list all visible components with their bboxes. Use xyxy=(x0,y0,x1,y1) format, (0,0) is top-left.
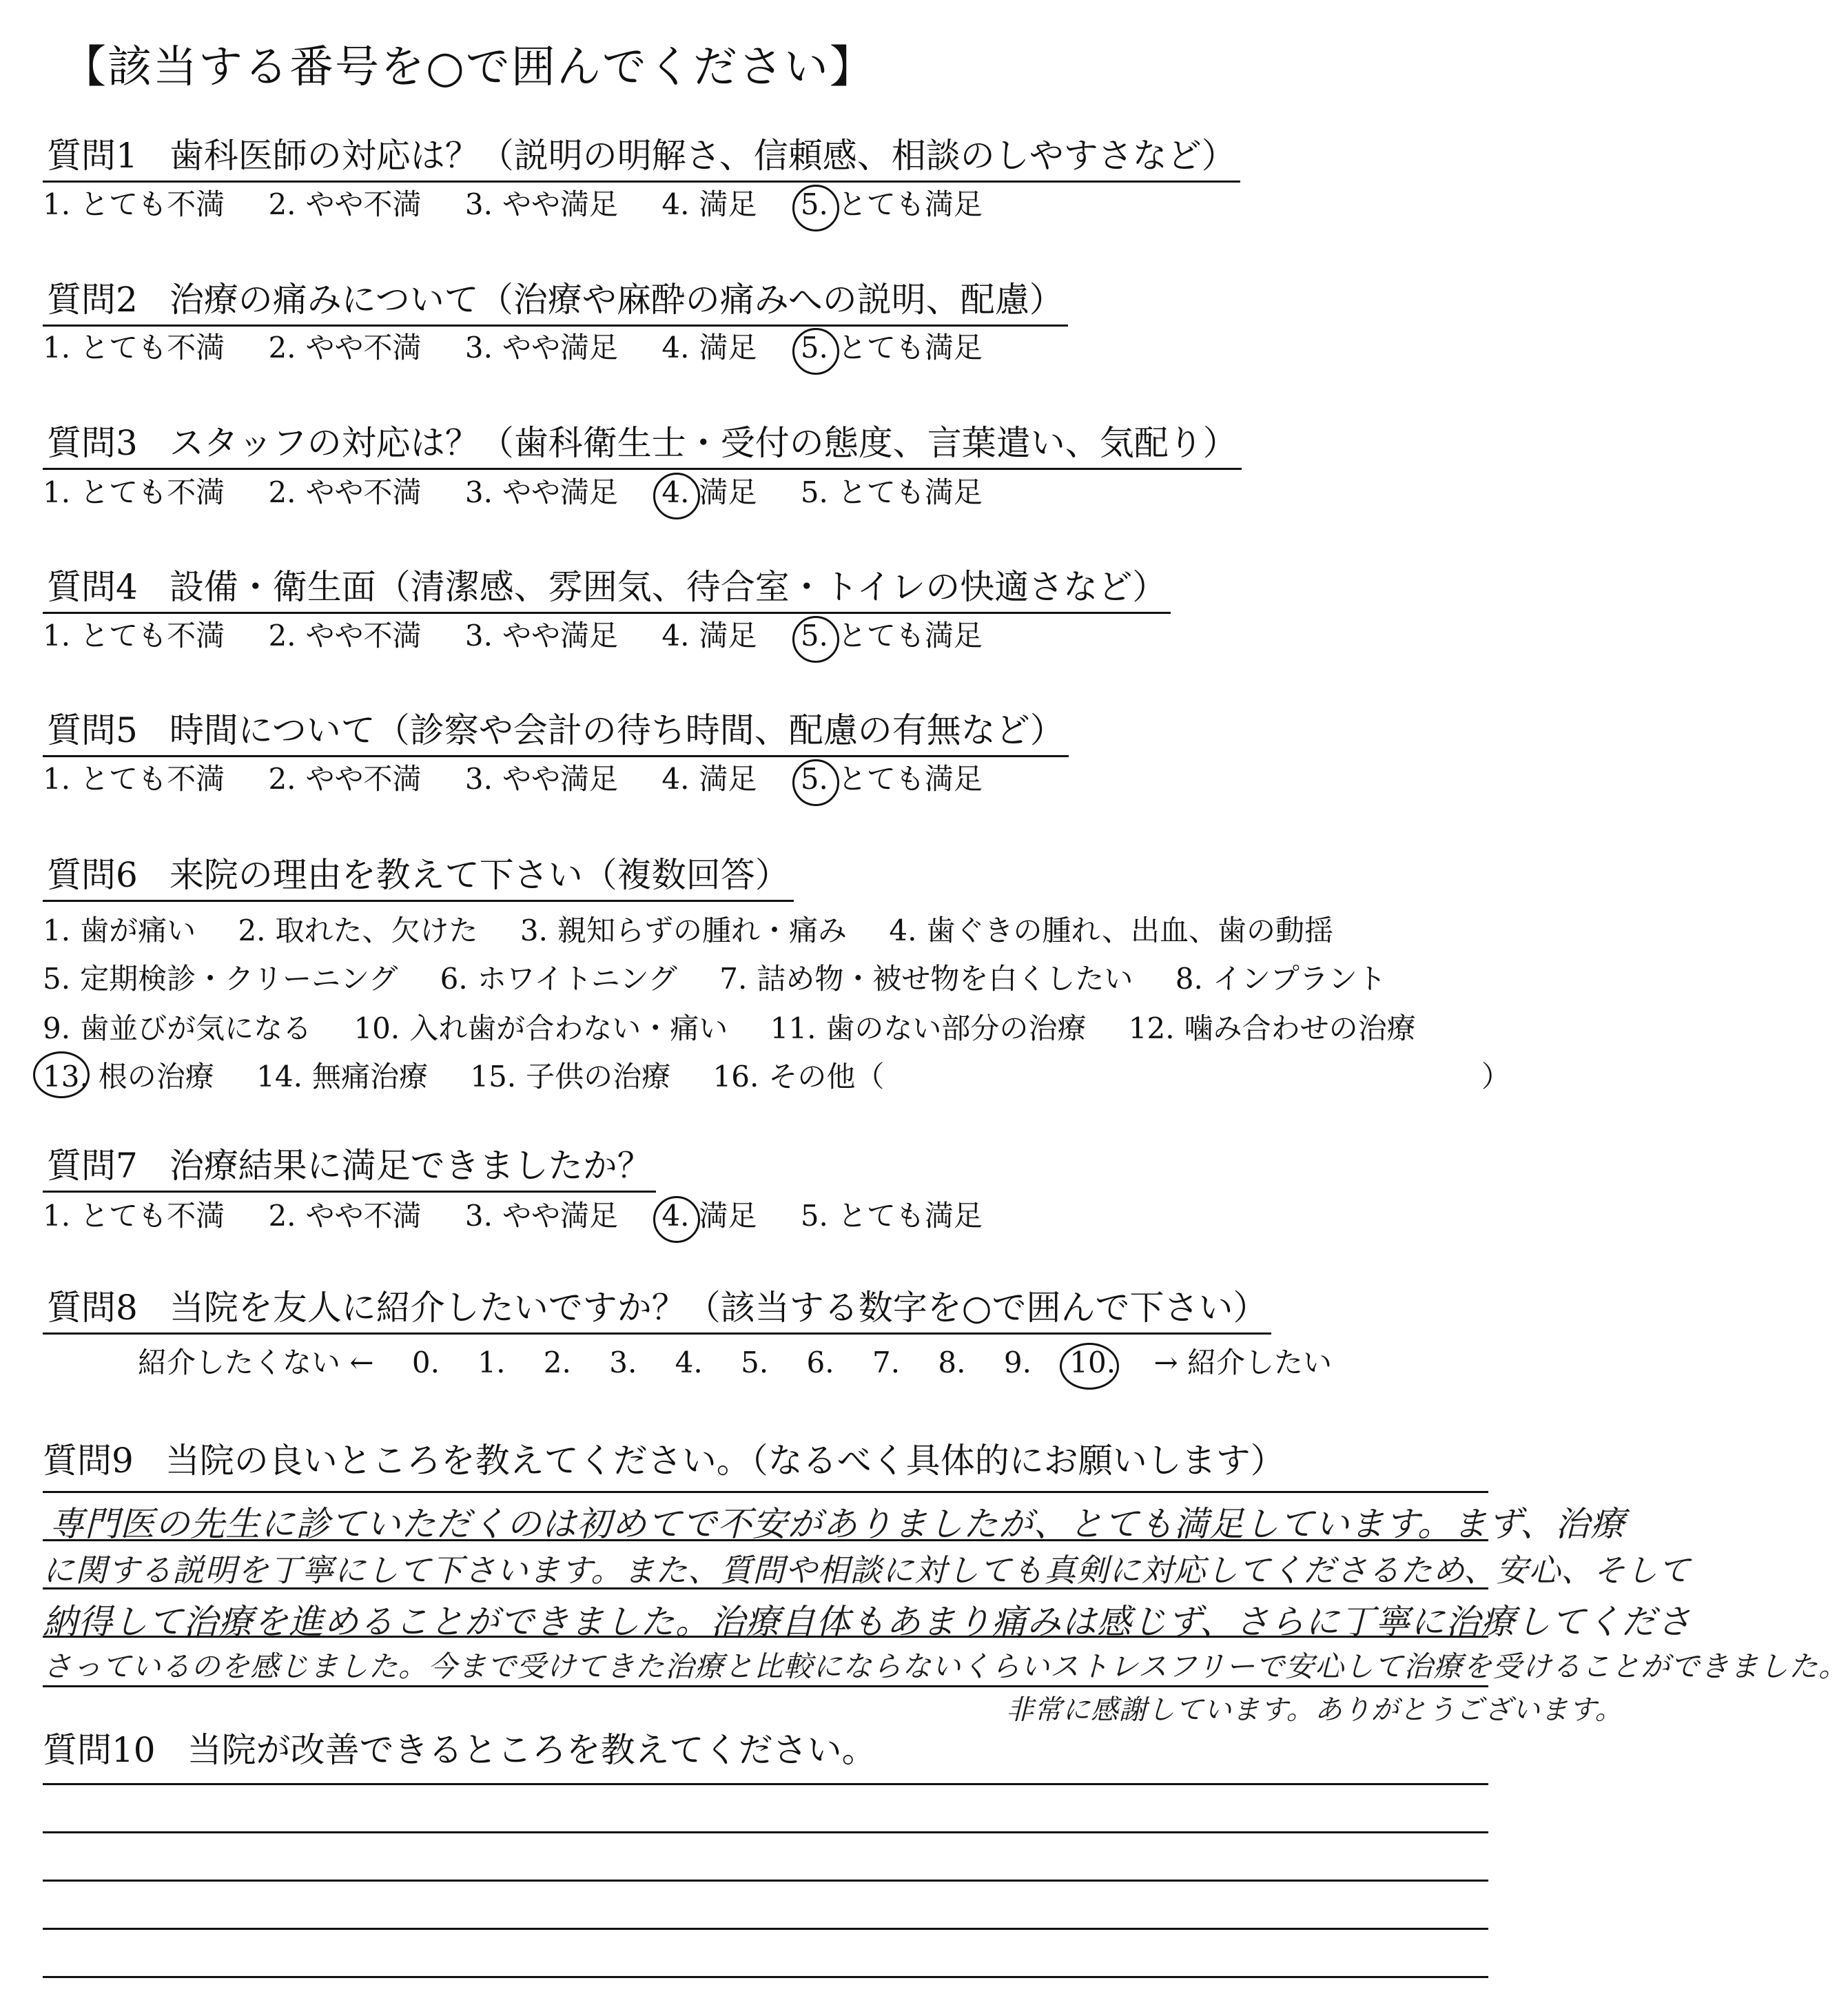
question-text: 歯科医師の対応は？（説明の明解さ、信頼感、相談のしやすさなど） xyxy=(169,136,1236,176)
question-number: 質問7 xyxy=(47,1146,138,1186)
question-text: 時間について（診察や会計の待ち時間、配慮の有無など） xyxy=(169,710,1065,750)
question-8-scale[interactable] xyxy=(138,1340,1361,1381)
question-3 xyxy=(43,422,1242,470)
answer-line xyxy=(43,1831,1488,1833)
question-8 xyxy=(43,1287,1271,1335)
option-13-selected[interactable]: 13. 根の治療 xyxy=(43,1060,214,1093)
option-4[interactable]: 4. 満足 xyxy=(661,331,757,364)
option-2[interactable]: 2. 取れた、欠けた xyxy=(238,914,478,947)
scale-3[interactable]: 3. xyxy=(609,1346,637,1379)
scale-10-selected[interactable]: 10. xyxy=(1069,1346,1116,1379)
scale-2[interactable]: 2. xyxy=(543,1346,571,1379)
answer-line xyxy=(43,1976,1488,1978)
option-5-selected[interactable]: 5. とても満足 xyxy=(800,619,983,652)
question-6-options-row-2[interactable] xyxy=(43,956,1419,998)
question-number: 質問1 xyxy=(47,136,138,176)
question-number: 質問5 xyxy=(47,710,138,750)
option-1[interactable]: 1. とても不満 xyxy=(43,619,225,652)
scale-8[interactable]: 8. xyxy=(938,1346,966,1379)
option-3[interactable]: 3. やや満足 xyxy=(464,475,618,509)
question-text: 来院の理由を教えて下さい（複数回答） xyxy=(169,855,790,895)
option-1[interactable]: 1. とても不満 xyxy=(43,331,225,364)
option-6[interactable]: 6. ホワイトニング xyxy=(440,962,677,996)
option-1[interactable]: 1. とても不満 xyxy=(43,762,225,796)
option-2[interactable]: 2. やや不満 xyxy=(268,619,422,652)
option-10[interactable]: 10. 入れ歯が合わない・痛い xyxy=(353,1011,728,1045)
option-5-selected[interactable]: 5. とても満足 xyxy=(800,331,983,364)
option-1[interactable]: 1. とても不満 xyxy=(43,1199,225,1233)
question-5-options[interactable] xyxy=(43,762,1017,796)
question-4 xyxy=(43,566,1171,614)
option-5-selected[interactable]: 5. とても満足 xyxy=(800,762,983,796)
handwritten-answer-line-3: 納得して治療を進めることができました。治療自体もあまり痛みは感じず、さらに丁寧に治療してくださ xyxy=(43,1602,1692,1642)
question-number: 質問4 xyxy=(47,567,138,607)
question-6-options-row-4[interactable] xyxy=(43,1054,917,1095)
option-9[interactable]: 9. 歯並びが気になる xyxy=(43,1011,312,1045)
scale-6[interactable]: 6. xyxy=(806,1346,834,1379)
option-4[interactable]: 4. 満足 xyxy=(661,762,757,796)
option-1[interactable]: 1. 歯が痛い xyxy=(43,914,196,947)
question-number: 質問8 xyxy=(47,1288,138,1328)
option-3[interactable]: 3. 親知らずの腫れ・痛み xyxy=(520,914,847,947)
answer-line xyxy=(43,1928,1488,1930)
question-number: 質問2 xyxy=(47,280,138,320)
question-6-options-row-3[interactable] xyxy=(43,1006,1449,1047)
question-1 xyxy=(43,135,1240,183)
question-number: 質問10 xyxy=(43,1730,156,1770)
option-1[interactable]: 1. とても不満 xyxy=(43,187,225,221)
option-12[interactable]: 12. 噛み合わせの治療 xyxy=(1128,1011,1416,1045)
question-5 xyxy=(43,710,1069,757)
option-2[interactable]: 2. やや不満 xyxy=(268,1199,422,1233)
question-text: 治療の痛みについて（治療や麻酔の痛みへの説明、配慮） xyxy=(169,280,1064,320)
option-3[interactable]: 3. やや満足 xyxy=(464,1199,618,1233)
option-1[interactable]: 1. とても不満 xyxy=(43,475,225,509)
scale-5[interactable]: 5. xyxy=(741,1346,769,1379)
option-4-selected[interactable]: 4. 満足 xyxy=(661,475,757,509)
option-2[interactable]: 2. やや不満 xyxy=(268,762,422,796)
option-4-selected[interactable]: 4. 満足 xyxy=(661,1199,757,1233)
question-7 xyxy=(43,1145,656,1193)
option-4[interactable]: 4. 歯ぐきの腫れ、出血、歯の動揺 xyxy=(889,914,1333,947)
scale-1[interactable]: 1. xyxy=(478,1346,506,1379)
question-1-options[interactable] xyxy=(43,187,1017,222)
answer-line xyxy=(43,1491,1488,1493)
option-15[interactable]: 15. 子供の治療 xyxy=(470,1060,671,1093)
answer-line xyxy=(43,1880,1488,1882)
option-2[interactable]: 2. やや不満 xyxy=(268,475,422,509)
question-4-options[interactable] xyxy=(43,619,1017,653)
scale-left-label: 紹介したくない ← xyxy=(138,1346,374,1379)
option-4[interactable]: 4. 満足 xyxy=(661,187,757,221)
scale-7[interactable]: 7. xyxy=(872,1346,901,1379)
question-10 xyxy=(43,1722,876,1772)
question-9 xyxy=(43,1433,1285,1483)
question-text: 当院を友人に紹介したいですか？（該当する数字を○で囲んで下さい） xyxy=(169,1288,1268,1328)
handwritten-answer-line-1: 専門医の先生に診ていただくのは初めてで不安がありましたが、とても満足しています。まず、治療 xyxy=(50,1504,1625,1544)
question-2 xyxy=(43,279,1068,327)
option-8[interactable]: 8. インプラント xyxy=(1175,962,1386,996)
option-3[interactable]: 3. やや満足 xyxy=(464,619,618,652)
handwritten-answer-line-2: に関する説明を丁寧にして下さいます。また、質問や相談に対しても真剣に対応してくださるため、安心、そして xyxy=(43,1552,1691,1589)
option-3[interactable]: 3. やや満足 xyxy=(464,762,618,796)
question-number: 質問6 xyxy=(47,855,138,895)
option-14[interactable]: 14. 無痛治療 xyxy=(256,1060,428,1093)
question-text: スタッフの対応は？（歯科衛生士・受付の態度、言葉遣い、気配り） xyxy=(169,423,1238,463)
handwritten-answer-line-5: 非常に感謝しています。ありがとうございます。 xyxy=(1006,1694,1623,1726)
answer-line xyxy=(43,1783,1488,1785)
option-2[interactable]: 2. やや不満 xyxy=(268,187,422,221)
question-2-options[interactable] xyxy=(43,331,1017,365)
option-5[interactable]: 5. とても満足 xyxy=(800,475,983,509)
option-5[interactable]: 5. 定期検診・クリーニング xyxy=(43,962,398,996)
option-5-selected[interactable]: 5. とても満足 xyxy=(800,187,983,221)
option-16[interactable]: 16. その他（ xyxy=(712,1060,885,1093)
other-close-paren: ） xyxy=(1481,1060,1511,1093)
option-3[interactable]: 3. やや満足 xyxy=(464,331,618,364)
question-number: 質問9 xyxy=(43,1441,134,1481)
question-text: 治療結果に満足できましたか？ xyxy=(169,1146,652,1186)
answer-line xyxy=(43,1685,1488,1687)
question-text: 設備・衛生面（清潔感、雰囲気、待合室・トイレの快適さなど） xyxy=(169,567,1167,607)
question-6 xyxy=(43,854,794,902)
page-title: 【該当する番号を○で囲んでください】 xyxy=(62,42,875,93)
scale-0[interactable]: 0. xyxy=(411,1346,440,1379)
question-text: 当院が改善できるところを教えてください。 xyxy=(187,1730,876,1770)
handwritten-answer-line-4: さっているのを感じました。今まで受けてきた治療と比較にならないくらいストレスフリーで安心して治療を受けることができました。 xyxy=(43,1649,1848,1683)
question-6-options-row-1[interactable] xyxy=(43,908,1366,949)
option-3[interactable]: 3. やや満足 xyxy=(464,187,618,221)
option-2[interactable]: 2. やや不満 xyxy=(268,331,422,364)
question-7-options[interactable] xyxy=(43,1199,1017,1233)
option-5[interactable]: 5. とても満足 xyxy=(800,1199,983,1233)
question-number: 質問3 xyxy=(47,423,138,463)
option-11[interactable]: 11. 歯のない部分の治療 xyxy=(770,1011,1087,1045)
option-4[interactable]: 4. 満足 xyxy=(661,619,757,652)
question-3-options[interactable] xyxy=(43,475,1017,510)
scale-4[interactable]: 4. xyxy=(675,1346,703,1379)
scale-right-label: → 紹介したい xyxy=(1153,1346,1332,1379)
option-7[interactable]: 7. 詰め物・被せ物を白くしたい xyxy=(719,962,1133,996)
question-text: 当院の良いところを教えてください。（なるべく具体的にお願いします） xyxy=(165,1441,1285,1481)
scale-9[interactable]: 9. xyxy=(1003,1346,1031,1379)
